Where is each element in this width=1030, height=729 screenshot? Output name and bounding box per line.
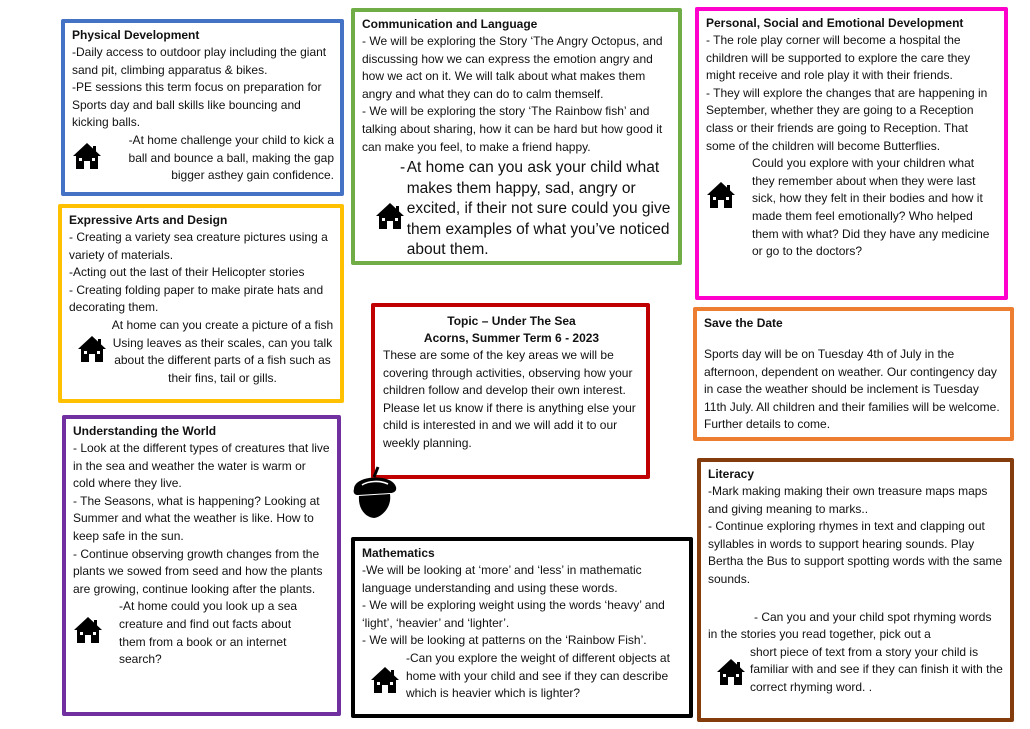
mathematics-line-3: - We will be looking at patterns on the ‘Rainbow Fish’. [362,633,647,648]
expressive-home-text: At home can you create a picture of a fish Using leaves as their scales, can you talk about the different parts of a fish such as their fins, tail or gills. [111,317,334,385]
communication-home-text: At home can you ask your child what makes them happy, sad, angry or excited, if their not sure could you give them examples of what you’ve noticed about them. [406,159,671,259]
literacy-line-1: -Mark making making their own treasure maps maps and giving meaning to marks.. [708,484,988,516]
save-date-body: Sports day will be on Tuesday 4th of July in the afternoon, dependent on weather. Our contingency day in case the weather should be inclement is Tuesday 11th July. All children and their families will be welcome. Further details to come. [704,347,1000,432]
physical-home [72,132,334,185]
literacy-line-2: - Continue exploring rhymes in text and clapping out syllables in words to support hearing sounds. Play Bertha the Bus to support spotting words with the same sounds. [708,519,1003,586]
understanding-line-2: - The Seasons, what is happening? Looking at Summer and what the weather is like. How to keep safe in the sun. [73,493,320,543]
topic-box [371,303,650,479]
save-the-date-box [693,307,1014,441]
topic-body: These are some of the key areas we will be covering through activities, observing how your children follow and develop their own interest. Please let us know if there is anything else your child is interested in and we will add it to our weekly planning. [383,348,636,450]
mathematics-box [351,537,693,718]
house-icon [375,202,405,230]
understanding-title: Understanding the World [73,424,217,438]
acorn-icon [348,465,400,519]
house-icon [73,616,103,644]
communication-line-2: - We will be exploring the story ‘The Rainbow fish’ and talking about sharing, how it can be hard but how good it can make you feel, to make a friend happy. [362,104,663,154]
understanding-world-box [62,415,341,716]
expressive-title: Expressive Arts and Design [69,213,228,227]
physical-development-box [61,19,344,196]
pse-line-2: - They will explore the changes that are happening in September, whether they are going to a Reception class or their friends are going to Reception. That some of the children will become Butterflies. [706,85,988,153]
pse-line-1: - The role play corner will become a hospital the children will be supported to explore the care they might receive and role play it with their friends. [706,33,971,83]
mathematics-line-1: -We will be looking at ‘more’ and ‘less’ in mathematic language understanding and using these words. [362,563,642,595]
communication-language-box [351,8,682,265]
physical-line-1: -Daily access to outdoor play including the giant sand pit, climbing apparatus & bikes. [72,45,327,77]
physical-home-text: -At home challenge your child to kick a ball and bounce a ball, making the gap bigger asthey gain confidence. [128,132,334,183]
physical-title: Physical Development [72,28,200,42]
communication-title: Communication and Language [362,17,538,31]
topic-title: Topic – Under The Sea [447,314,576,328]
save-date-title: Save the Date [704,316,783,330]
topic-subtitle: Acorns, Summer Term 6 - 2023 [423,331,600,345]
expressive-line-1: - Creating a variety sea creature pictures using a variety of materials. [69,230,328,262]
house-icon [706,181,736,209]
house-icon [72,142,102,170]
expressive-line-2: -Acting out the last of their Helicopter stories [69,265,305,280]
literacy-title: Literacy [708,467,755,481]
literacy-home-text: short piece of text from a story your child is familiar with and see if they can finish it with the correct rhyming word. . [750,644,1003,694]
expressive-arts-box [58,204,344,403]
understanding-line-3: - Continue observing growth changes from the plants we sowed from seed and how the plants are growing, continue looking after the plants. [73,546,323,596]
house-icon [370,666,400,694]
communication-home-dash: - [400,159,406,177]
physical-line-2: -PE sessions this term focus on preparation for Sports day and ball skills like bouncing and kicking balls. [72,80,322,130]
literacy-box [697,458,1014,722]
pse-title: Personal, Social and Emotional Development [706,16,964,30]
understanding-line-1: - Look at the different types of creatures that live in the sea and weather the water is warm or cold where they live. [73,441,330,491]
mathematics-home-text: -Can you explore the weight of different objects at home with your child and see if they can describe which is heavier which is lighter? [406,650,670,701]
mathematics-title: Mathematics [362,546,435,560]
understanding-home-text: -At home could you look up a sea creature and find out facts about them from a book or an internet search? [119,599,298,667]
house-icon [716,658,746,686]
house-icon [77,335,107,363]
communication-line-1: - We will be exploring the Story ‘The Angry Octopus, and discussing how we can express the emotion angry and how we act on it. We will talk about what makes them angry and what they can do to calm themself. [362,34,663,101]
literacy-home-intro: - Can you and your child spot rhyming words in the stories you read together, pick out a [708,609,992,642]
mathematics-line-2: - We will be exploring weight using the words ‘heavy’ and ‘light’, ‘heavier’ and ‘lighter’. [362,598,665,630]
pse-home-text: Could you explore with your children what they remember about when they were last sick, how they felt in their bodies and how it made them feel emotionally? Who helped them with what? Did they have any medicine or go to the doctors? [752,156,990,259]
expressive-line-3: - Creating folding paper to make pirate hats and decorating them. [69,282,324,315]
pse-box [695,7,1008,300]
